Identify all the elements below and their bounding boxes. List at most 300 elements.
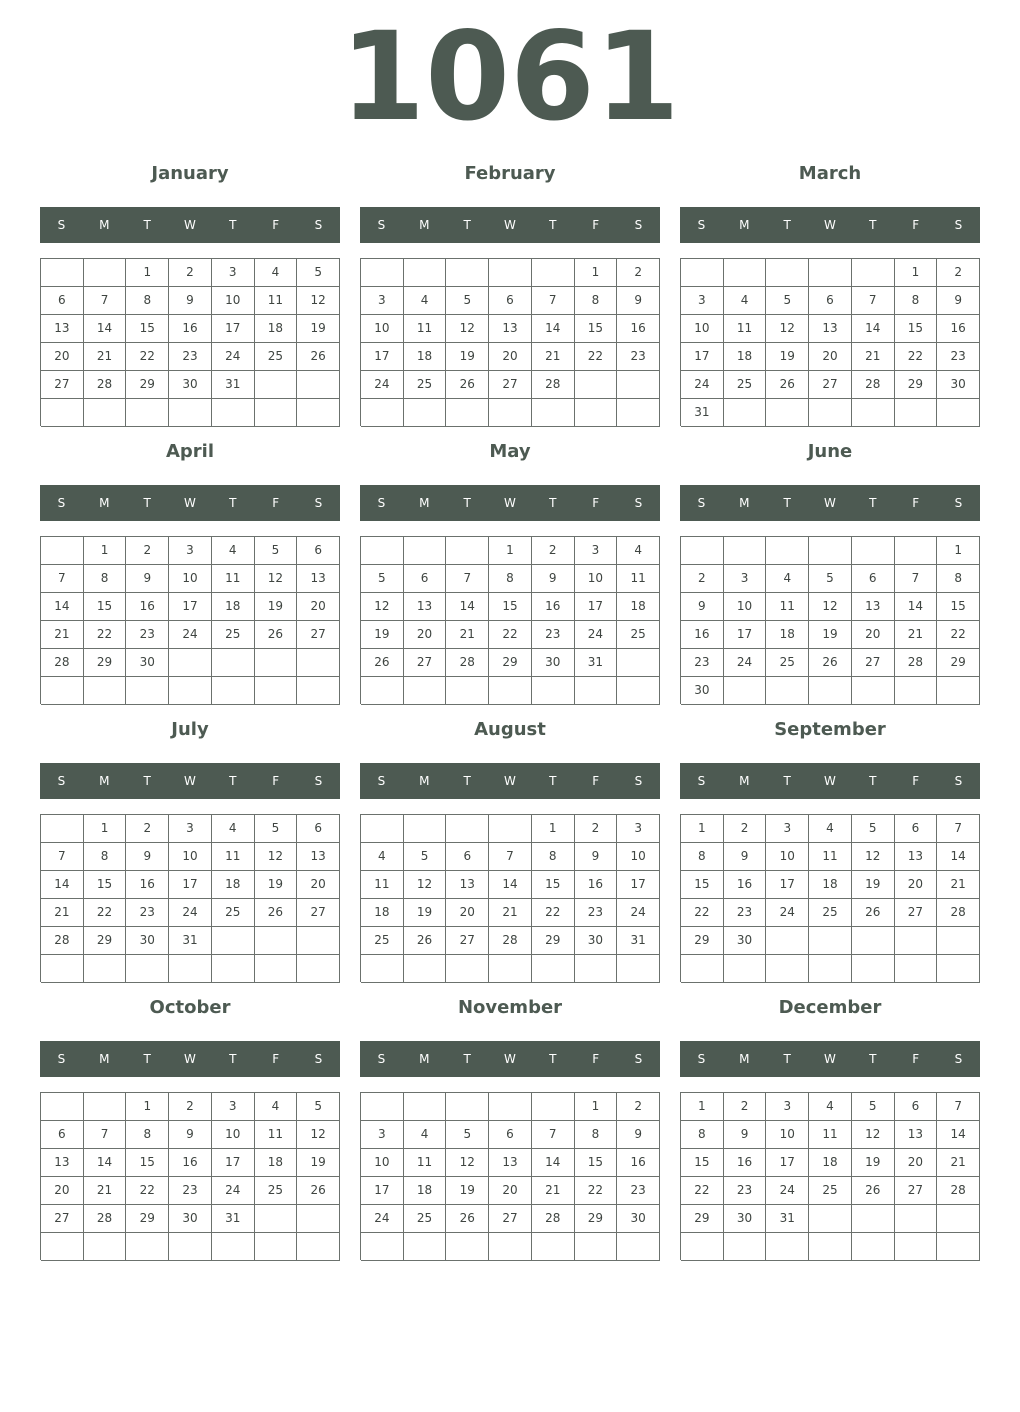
weekday-header [360,485,660,521]
weekday-label: S [57,774,66,788]
day-cell: 18 [404,1177,447,1205]
day-cell: 30 [575,927,618,955]
day-cell: 6 [489,1121,532,1149]
day-cell: 17 [766,871,809,899]
day-cell: 24 [212,1177,255,1205]
empty-cell [297,1205,340,1233]
day-cell: 27 [404,649,447,677]
empty-cell [575,399,618,427]
empty-cell [126,677,169,705]
day-cell: 13 [404,593,447,621]
day-cell: 7 [532,287,575,315]
empty-cell [84,1233,127,1261]
empty-cell [852,1205,895,1233]
day-cell: 5 [255,537,298,565]
weekday-label: T [869,496,877,510]
empty-cell [255,1233,298,1261]
month-name: August [474,719,546,740]
day-cell: 5 [297,1093,340,1121]
weekday-label: S [954,218,963,232]
day-cell: 29 [681,927,724,955]
day-cell: 23 [724,1177,767,1205]
empty-cell [575,371,618,399]
day-cell: 13 [895,1121,938,1149]
day-cell: 10 [766,1121,809,1149]
empty-cell [404,259,447,287]
empty-cell [895,955,938,983]
day-cell: 1 [575,259,618,287]
empty-cell [255,677,298,705]
empty-cell [852,1233,895,1261]
day-cell: 3 [766,815,809,843]
day-cell: 8 [937,565,980,593]
day-cell: 3 [575,537,618,565]
empty-cell [895,537,938,565]
weekday-label: S [377,218,386,232]
day-cell: 16 [126,871,169,899]
day-cell: 9 [724,1121,767,1149]
day-cell: 17 [617,871,660,899]
day-cell: 16 [724,1149,767,1177]
weekday-label: W [184,1052,196,1066]
day-cell: 13 [297,843,340,871]
weekday-header [680,207,980,243]
weekday-label: T [143,218,151,232]
day-cell: 16 [617,1149,660,1177]
empty-cell [489,1093,532,1121]
day-cell: 31 [766,1205,809,1233]
day-cell: 23 [532,621,575,649]
day-cell: 19 [852,1149,895,1177]
day-cell: 22 [126,343,169,371]
day-cell: 23 [617,343,660,371]
empty-cell [126,399,169,427]
weekday-label: M [99,496,110,510]
day-grid [360,258,660,426]
month-name: May [489,441,531,462]
day-cell: 8 [532,843,575,871]
day-cell: 22 [126,1177,169,1205]
day-cell: 6 [297,537,340,565]
day-cell: 17 [361,343,404,371]
weekday-header [40,763,340,799]
empty-cell [404,677,447,705]
day-cell: 18 [255,315,298,343]
empty-cell [809,1205,852,1233]
empty-cell [84,677,127,705]
day-cell: 3 [212,259,255,287]
weekday-label: W [184,496,196,510]
day-cell: 9 [681,593,724,621]
day-cell: 9 [937,287,980,315]
empty-cell [297,955,340,983]
weekday-label: S [314,496,323,510]
empty-cell [937,399,980,427]
day-cell: 14 [937,843,980,871]
day-cell: 22 [489,621,532,649]
weekday-label: S [314,774,323,788]
day-cell: 26 [809,649,852,677]
weekday-header [680,763,980,799]
day-cell: 25 [255,1177,298,1205]
day-cell: 4 [617,537,660,565]
day-grid [360,814,660,982]
empty-cell [681,259,724,287]
day-cell: 18 [255,1149,298,1177]
empty-cell [809,1233,852,1261]
day-cell: 9 [126,843,169,871]
empty-cell [617,649,660,677]
day-cell: 26 [297,1177,340,1205]
empty-cell [297,1233,340,1261]
day-cell: 2 [617,1093,660,1121]
weekday-label: T [869,774,877,788]
weekday-header [40,1041,340,1077]
day-cell: 1 [84,815,127,843]
day-cell: 25 [404,1205,447,1233]
day-cell: 23 [169,343,212,371]
day-cell: 30 [724,1205,767,1233]
day-cell: 10 [212,287,255,315]
day-cell: 28 [84,1205,127,1233]
day-cell: 24 [575,621,618,649]
weekday-label: M [419,774,430,788]
day-cell: 15 [126,315,169,343]
empty-cell [446,955,489,983]
day-cell: 28 [84,371,127,399]
day-cell: 29 [937,649,980,677]
day-cell: 9 [617,287,660,315]
day-cell: 15 [681,1149,724,1177]
day-cell: 28 [532,371,575,399]
empty-cell [446,399,489,427]
day-cell: 24 [169,899,212,927]
empty-cell [361,1233,404,1261]
day-cell: 21 [41,621,84,649]
day-cell: 14 [852,315,895,343]
day-cell: 25 [212,621,255,649]
day-cell: 1 [489,537,532,565]
day-cell: 4 [404,1121,447,1149]
empty-cell [255,649,298,677]
day-cell: 29 [532,927,575,955]
empty-cell [766,927,809,955]
day-cell: 9 [617,1121,660,1149]
day-cell: 14 [937,1121,980,1149]
empty-cell [41,677,84,705]
empty-cell [361,677,404,705]
day-cell: 29 [84,649,127,677]
empty-cell [852,955,895,983]
empty-cell [724,677,767,705]
day-cell: 21 [895,621,938,649]
empty-cell [489,1233,532,1261]
day-cell: 12 [852,843,895,871]
weekday-label: W [184,218,196,232]
day-cell: 22 [532,899,575,927]
day-cell: 15 [84,871,127,899]
day-cell: 23 [126,621,169,649]
day-cell: 19 [297,1149,340,1177]
day-cell: 16 [169,315,212,343]
day-cell: 19 [766,343,809,371]
weekday-label: W [184,774,196,788]
empty-cell [404,815,447,843]
day-cell: 6 [41,287,84,315]
day-cell: 16 [617,315,660,343]
day-cell: 22 [895,343,938,371]
weekday-label: F [272,774,280,788]
day-cell: 3 [212,1093,255,1121]
day-cell: 26 [852,899,895,927]
day-cell: 31 [681,399,724,427]
day-cell: 26 [404,927,447,955]
day-cell: 15 [937,593,980,621]
day-cell: 31 [169,927,212,955]
day-cell: 8 [126,1121,169,1149]
month-name: February [464,163,556,184]
weekday-label: M [99,1052,110,1066]
day-cell: 16 [532,593,575,621]
day-cell: 20 [895,871,938,899]
day-cell: 18 [809,871,852,899]
day-cell: 2 [617,259,660,287]
day-cell: 20 [895,1149,938,1177]
day-cell: 20 [41,1177,84,1205]
empty-cell [255,1205,298,1233]
empty-cell [446,537,489,565]
day-cell: 9 [575,843,618,871]
month-name: April [165,441,215,462]
day-cell: 18 [361,899,404,927]
weekday-label: W [504,1052,516,1066]
weekday-label: T [783,218,791,232]
day-cell: 6 [895,815,938,843]
day-cell: 24 [724,649,767,677]
day-cell: 21 [84,343,127,371]
day-cell: 8 [84,565,127,593]
weekday-label: W [504,496,516,510]
day-grid [40,1092,340,1260]
day-cell: 19 [404,899,447,927]
day-cell: 15 [532,871,575,899]
day-cell: 29 [681,1205,724,1233]
empty-cell [937,927,980,955]
day-cell: 27 [41,371,84,399]
day-cell: 21 [84,1177,127,1205]
weekday-label: T [783,496,791,510]
day-grid [680,1092,980,1260]
day-cell: 20 [297,871,340,899]
day-cell: 30 [724,927,767,955]
empty-cell [212,1233,255,1261]
day-cell: 10 [169,843,212,871]
day-grid [680,258,980,426]
weekday-label: T [783,774,791,788]
weekday-label: S [954,1052,963,1066]
empty-cell [766,537,809,565]
day-cell: 24 [617,899,660,927]
day-cell: 4 [255,259,298,287]
weekday-label: T [869,1052,877,1066]
day-cell: 1 [126,1093,169,1121]
weekday-label: F [912,218,920,232]
empty-cell [212,399,255,427]
day-cell: 30 [937,371,980,399]
empty-cell [446,259,489,287]
day-cell: 11 [255,1121,298,1149]
day-cell: 28 [937,1177,980,1205]
day-cell: 14 [84,1149,127,1177]
day-cell: 30 [169,1205,212,1233]
empty-cell [212,677,255,705]
day-cell: 4 [809,1093,852,1121]
day-cell: 7 [937,1093,980,1121]
day-cell: 3 [724,565,767,593]
day-cell: 29 [895,371,938,399]
weekday-header [360,763,660,799]
day-cell: 26 [255,899,298,927]
day-cell: 24 [361,1205,404,1233]
empty-cell [809,537,852,565]
day-cell: 16 [937,315,980,343]
day-cell: 14 [41,871,84,899]
day-cell: 7 [852,287,895,315]
day-cell: 3 [361,287,404,315]
weekday-label: S [634,1052,643,1066]
empty-cell [766,399,809,427]
weekday-label: M [419,1052,430,1066]
day-cell: 30 [169,371,212,399]
day-cell: 25 [724,371,767,399]
day-cell: 18 [809,1149,852,1177]
day-cell: 3 [681,287,724,315]
weekday-label: M [739,496,750,510]
day-cell: 29 [84,927,127,955]
weekday-label: F [592,496,600,510]
empty-cell [852,259,895,287]
empty-cell [361,259,404,287]
empty-cell [617,1233,660,1261]
day-cell: 5 [766,287,809,315]
day-cell: 7 [532,1121,575,1149]
day-cell: 25 [361,927,404,955]
day-cell: 21 [937,871,980,899]
day-cell: 11 [766,593,809,621]
day-cell: 16 [169,1149,212,1177]
day-cell: 8 [489,565,532,593]
day-cell: 30 [126,649,169,677]
empty-cell [852,537,895,565]
day-cell: 25 [617,621,660,649]
day-cell: 17 [169,871,212,899]
weekday-label: T [549,218,557,232]
day-cell: 26 [446,371,489,399]
day-cell: 28 [489,927,532,955]
weekday-label: T [143,1052,151,1066]
day-cell: 18 [212,871,255,899]
weekday-label: W [504,774,516,788]
day-cell: 10 [212,1121,255,1149]
weekday-label: T [229,218,237,232]
day-cell: 22 [575,1177,618,1205]
day-cell: 21 [937,1149,980,1177]
day-cell: 25 [809,899,852,927]
day-cell: 24 [766,899,809,927]
day-cell: 16 [681,621,724,649]
day-cell: 15 [895,315,938,343]
weekday-label: W [824,496,836,510]
day-cell: 13 [297,565,340,593]
day-cell: 21 [852,343,895,371]
weekday-label: S [377,774,386,788]
day-cell: 23 [681,649,724,677]
day-cell: 3 [361,1121,404,1149]
day-cell: 4 [724,287,767,315]
day-cell: 7 [489,843,532,871]
day-cell: 17 [724,621,767,649]
day-cell: 2 [169,259,212,287]
empty-cell [361,815,404,843]
day-cell: 11 [617,565,660,593]
month-name: January [151,163,229,184]
day-cell: 6 [404,565,447,593]
day-cell: 23 [126,899,169,927]
day-cell: 11 [255,287,298,315]
empty-cell [937,1205,980,1233]
day-cell: 21 [41,899,84,927]
day-cell: 24 [361,371,404,399]
weekday-label: M [419,218,430,232]
weekday-label: M [739,218,750,232]
empty-cell [766,955,809,983]
day-cell: 14 [532,315,575,343]
empty-cell [212,649,255,677]
day-cell: 5 [446,1121,489,1149]
day-cell: 10 [361,315,404,343]
empty-cell [809,927,852,955]
weekday-header [680,485,980,521]
day-cell: 8 [681,843,724,871]
empty-cell [169,955,212,983]
day-cell: 12 [766,315,809,343]
day-cell: 19 [446,1177,489,1205]
day-cell: 7 [895,565,938,593]
day-cell: 8 [575,287,618,315]
day-cell: 30 [681,677,724,705]
day-cell: 2 [169,1093,212,1121]
empty-cell [532,399,575,427]
day-cell: 26 [766,371,809,399]
day-cell: 16 [126,593,169,621]
weekday-label: F [912,496,920,510]
empty-cell [255,371,298,399]
empty-cell [212,927,255,955]
empty-cell [895,1233,938,1261]
day-cell: 14 [895,593,938,621]
day-cell: 27 [297,899,340,927]
day-cell: 24 [766,1177,809,1205]
day-cell: 8 [681,1121,724,1149]
weekday-label: S [377,1052,386,1066]
weekday-label: M [419,496,430,510]
day-cell: 1 [84,537,127,565]
day-cell: 18 [212,593,255,621]
month-name: September [774,719,886,740]
empty-cell [809,955,852,983]
day-cell: 27 [895,1177,938,1205]
day-grid [360,536,660,704]
